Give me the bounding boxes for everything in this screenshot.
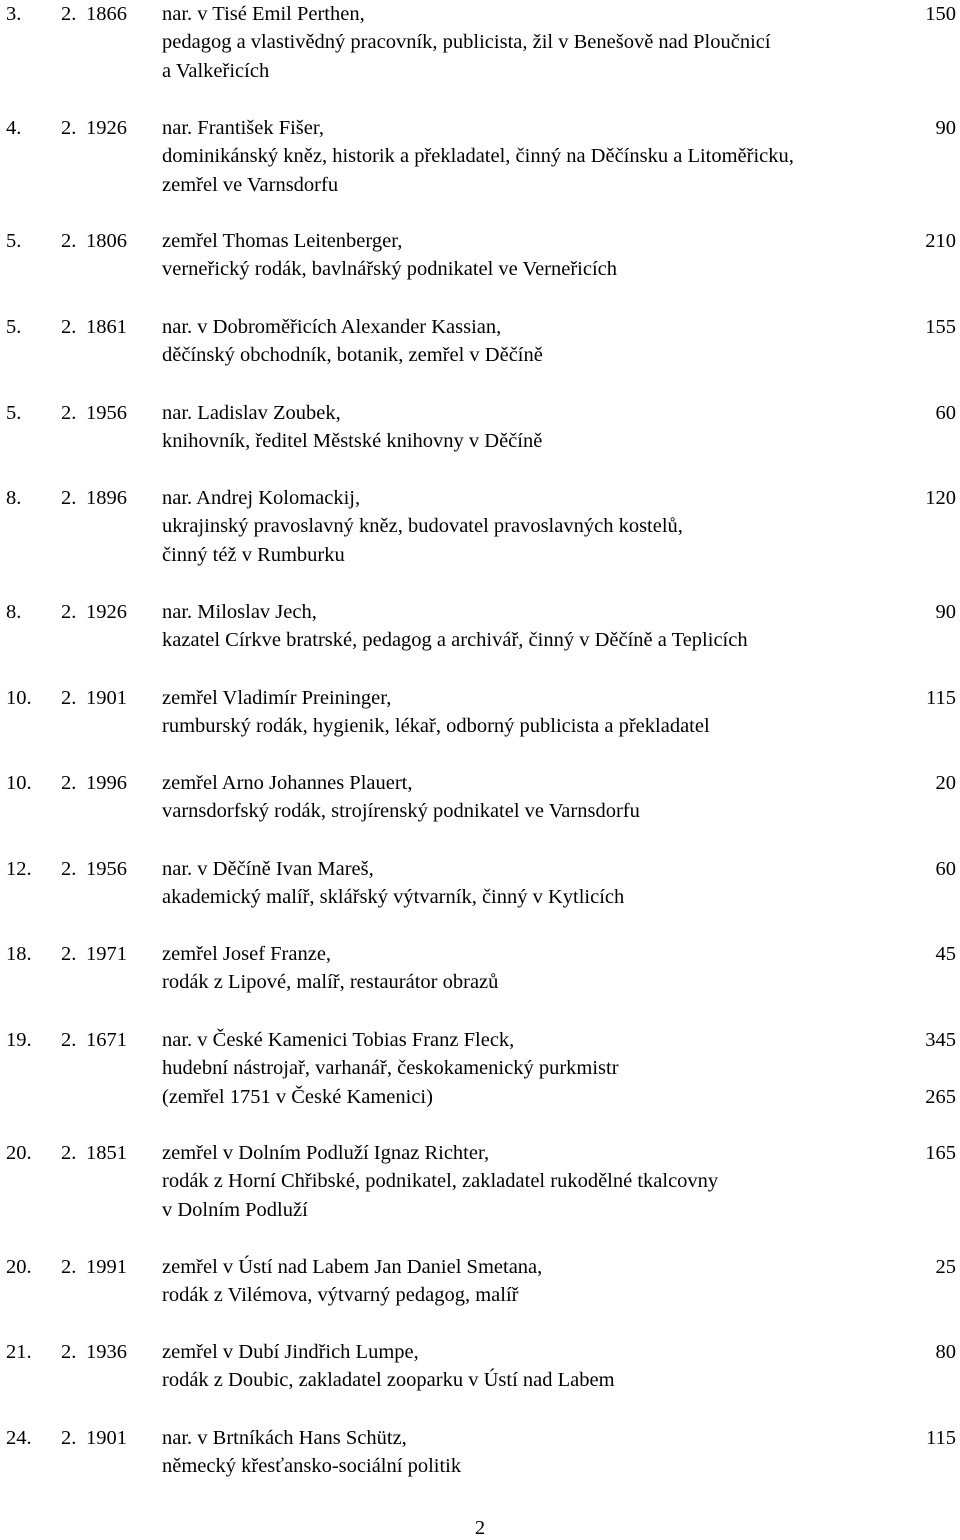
anniversary-years: 210 bbox=[925, 230, 956, 252]
entry-day: 18. bbox=[6, 943, 32, 965]
entry-description: rodák z Lipové, malíř, restaurátor obrazů bbox=[162, 971, 499, 994]
entry-year: 1971 bbox=[86, 943, 127, 965]
entry-title: nar. v Brtníkách Hans Schütz, bbox=[162, 1427, 407, 1449]
entry-day: 3. bbox=[6, 3, 22, 25]
entry-description: (zemřel 1751 v České Kamenici) bbox=[162, 1085, 433, 1108]
entry-month: 2. bbox=[61, 316, 77, 338]
anniversary-years: 25 bbox=[935, 1256, 956, 1278]
entry-title: zemřel Thomas Leitenberger, bbox=[162, 230, 403, 252]
entry-title: nar. Andrej Kolomackij, bbox=[162, 487, 361, 509]
entry-description: dominikánský kněz, historik a překladatel, činný na Děčínsku a Litoměřicku, bbox=[162, 145, 794, 168]
entry-month: 2. bbox=[61, 117, 77, 139]
entry-year: 1866 bbox=[86, 3, 127, 25]
entry-line bbox=[0, 1424, 960, 1452]
entry-year: 1861 bbox=[86, 316, 127, 338]
entry-title: zemřel v Dubí Jindřich Lumpe, bbox=[162, 1341, 419, 1363]
entry-description: kazatel Církve bratrské, pedagog a archivář, činný v Děčíně a Teplicích bbox=[162, 629, 748, 652]
entry-description: pedagog a vlastivědný pracovník, publicista, žil v Benešově nad Ploučnicí bbox=[162, 31, 771, 54]
entry-year: 1926 bbox=[86, 601, 127, 623]
anniversary-years: 155 bbox=[925, 316, 956, 338]
anniversary-years: 60 bbox=[935, 402, 956, 424]
entry-month: 2. bbox=[61, 943, 77, 965]
entry-line bbox=[0, 1281, 960, 1309]
entry-description: knihovník, ředitel Městské knihovny v Děčíně bbox=[162, 430, 543, 453]
entry-month: 2. bbox=[61, 230, 77, 252]
anniversary-years: 115 bbox=[926, 687, 956, 709]
entry-year: 1956 bbox=[86, 402, 127, 424]
entry-line bbox=[0, 512, 960, 540]
entry-day: 5. bbox=[6, 316, 22, 338]
entry-day: 20. bbox=[6, 1256, 32, 1278]
entry-day: 5. bbox=[6, 402, 22, 424]
entry-title: zemřel Arno Johannes Plauert, bbox=[162, 772, 413, 794]
anniversary-years: 115 bbox=[926, 1427, 956, 1449]
entry-title: nar. František Fišer, bbox=[162, 117, 325, 139]
entry-line bbox=[0, 57, 960, 85]
entry-line bbox=[0, 399, 960, 427]
entry-month: 2. bbox=[61, 1427, 77, 1449]
entry-line bbox=[0, 598, 960, 626]
entry-day: 10. bbox=[6, 772, 32, 794]
entry-year: 1901 bbox=[86, 687, 127, 709]
entry-description: verneřický rodák, bavlnářský podnikatel ve Verneřicích bbox=[162, 258, 618, 281]
entry-line bbox=[0, 855, 960, 883]
entry-day: 21. bbox=[6, 1341, 32, 1363]
entry-line bbox=[0, 142, 960, 170]
entry-line bbox=[0, 541, 960, 569]
entry-title: nar. v Dobroměřicích Alexander Kassian, bbox=[162, 316, 502, 338]
entry-description: a Valkeřicích bbox=[162, 59, 270, 82]
entry-month: 2. bbox=[61, 1341, 77, 1363]
entry-line bbox=[0, 968, 960, 996]
entry-line bbox=[0, 797, 960, 825]
entry-line bbox=[0, 684, 960, 712]
entry-line bbox=[0, 1083, 960, 1111]
entry-month: 2. bbox=[61, 402, 77, 424]
entry-line bbox=[0, 1452, 960, 1480]
anniversary-years: 60 bbox=[935, 858, 956, 880]
entry-title: zemřel Josef Franze, bbox=[162, 943, 332, 965]
page-number: 2 bbox=[474, 1517, 486, 1539]
anniversary-years: 150 bbox=[925, 3, 956, 25]
entry-description: rumburský rodák, hygienik, lékař, odborný publicista a překladatel bbox=[162, 715, 710, 738]
anniversary-years: 45 bbox=[935, 943, 956, 965]
entry-description: německý křesťansko-sociální politik bbox=[162, 1455, 462, 1478]
anniversary-years: 90 bbox=[935, 117, 956, 139]
entry-line bbox=[0, 940, 960, 968]
entry-description: děčínský obchodník, botanik, zemřel v Děčíně bbox=[162, 344, 543, 367]
entry-year: 1991 bbox=[86, 1256, 127, 1278]
entry-day: 5. bbox=[6, 230, 22, 252]
entry-title: nar. v Děčíně Ivan Mareš, bbox=[162, 858, 374, 880]
entry-month: 2. bbox=[61, 687, 77, 709]
anniversary-years: 20 bbox=[935, 772, 956, 794]
entry-line bbox=[0, 1196, 960, 1224]
entry-line bbox=[0, 1338, 960, 1366]
entry-title: nar. Miloslav Jech, bbox=[162, 601, 317, 623]
entry-month: 2. bbox=[61, 487, 77, 509]
entry-line bbox=[0, 227, 960, 255]
entry-line bbox=[0, 313, 960, 341]
entry-description: činný též v Rumburku bbox=[162, 543, 345, 566]
entry-description: rodák z Doubic, zakladatel zooparku v Ústí nad Labem bbox=[162, 1369, 615, 1392]
entry-year: 1926 bbox=[86, 117, 127, 139]
entry-month: 2. bbox=[61, 601, 77, 623]
entry-description: rodák z Vilémova, výtvarný pedagog, malíř bbox=[162, 1284, 519, 1307]
entry-line bbox=[0, 1167, 960, 1195]
entry-line bbox=[0, 1139, 960, 1167]
entry-line bbox=[0, 28, 960, 56]
entry-title: zemřel v Dolním Podluží Ignaz Richter, bbox=[162, 1142, 490, 1164]
entry-year: 1956 bbox=[86, 858, 127, 880]
anniversary-years: 90 bbox=[935, 601, 956, 623]
entry-day: 10. bbox=[6, 687, 32, 709]
entry-day: 24. bbox=[6, 1427, 32, 1449]
entry-year: 1896 bbox=[86, 487, 127, 509]
entry-month: 2. bbox=[61, 1029, 77, 1051]
entry-line bbox=[0, 484, 960, 512]
entry-day: 12. bbox=[6, 858, 32, 880]
entry-title: zemřel v Ústí nad Labem Jan Daniel Smetana, bbox=[162, 1256, 543, 1278]
anniversary-years: 120 bbox=[925, 487, 956, 509]
anniversary-years: 165 bbox=[925, 1142, 956, 1164]
entry-description: zemřel ve Varnsdorfu bbox=[162, 173, 339, 196]
entry-line bbox=[0, 1054, 960, 1082]
entry-description: hudební nástrojař, varhanář, českokamenický purkmistr bbox=[162, 1057, 619, 1080]
entry-line bbox=[0, 712, 960, 740]
entry-month: 2. bbox=[61, 858, 77, 880]
entry-line bbox=[0, 626, 960, 654]
anniversary-years: 345 bbox=[925, 1029, 956, 1051]
entry-day: 8. bbox=[6, 601, 22, 623]
entry-line bbox=[0, 1366, 960, 1394]
entry-line bbox=[0, 255, 960, 283]
entry-year: 1671 bbox=[86, 1029, 127, 1051]
entry-line bbox=[0, 427, 960, 455]
entry-line bbox=[0, 1026, 960, 1054]
entry-month: 2. bbox=[61, 3, 77, 25]
entry-line bbox=[0, 341, 960, 369]
entry-year: 1996 bbox=[86, 772, 127, 794]
entry-month: 2. bbox=[61, 1256, 77, 1278]
entry-day: 20. bbox=[6, 1142, 32, 1164]
entry-description: ukrajinský pravoslavný kněz, budovatel pravoslavných kostelů, bbox=[162, 515, 683, 538]
entry-title: nar. v České Kamenici Tobias Franz Fleck, bbox=[162, 1029, 515, 1051]
entry-line bbox=[0, 114, 960, 142]
entry-description: v Dolním Podluží bbox=[162, 1198, 308, 1221]
entry-year: 1936 bbox=[86, 1341, 127, 1363]
entry-line bbox=[0, 769, 960, 797]
entry-year: 1851 bbox=[86, 1142, 127, 1164]
anniversary-years: 265 bbox=[925, 1085, 956, 1108]
entry-line bbox=[0, 883, 960, 911]
entry-line bbox=[0, 1253, 960, 1281]
entry-title: nar. Ladislav Zoubek, bbox=[162, 402, 341, 424]
entry-title: zemřel Vladimír Preininger, bbox=[162, 687, 392, 709]
entry-description: rodák z Horní Chřibské, podnikatel, zakladatel rukodělné tkalcovny bbox=[162, 1170, 719, 1193]
entry-description: varnsdorfský rodák, strojírenský podnikatel ve Varnsdorfu bbox=[162, 800, 640, 823]
entry-year: 1806 bbox=[86, 230, 127, 252]
entry-day: 4. bbox=[6, 117, 22, 139]
entry-title: nar. v Tisé Emil Perthen, bbox=[162, 3, 365, 25]
entry-month: 2. bbox=[61, 1142, 77, 1164]
entry-line bbox=[0, 0, 960, 28]
entry-year: 1901 bbox=[86, 1427, 127, 1449]
entry-day: 19. bbox=[6, 1029, 32, 1051]
entry-line bbox=[0, 171, 960, 199]
entry-description: akademický malíř, sklářský výtvarník, činný v Kytlicích bbox=[162, 886, 625, 909]
anniversary-years: 80 bbox=[935, 1341, 956, 1363]
entry-month: 2. bbox=[61, 772, 77, 794]
entry-day: 8. bbox=[6, 487, 22, 509]
